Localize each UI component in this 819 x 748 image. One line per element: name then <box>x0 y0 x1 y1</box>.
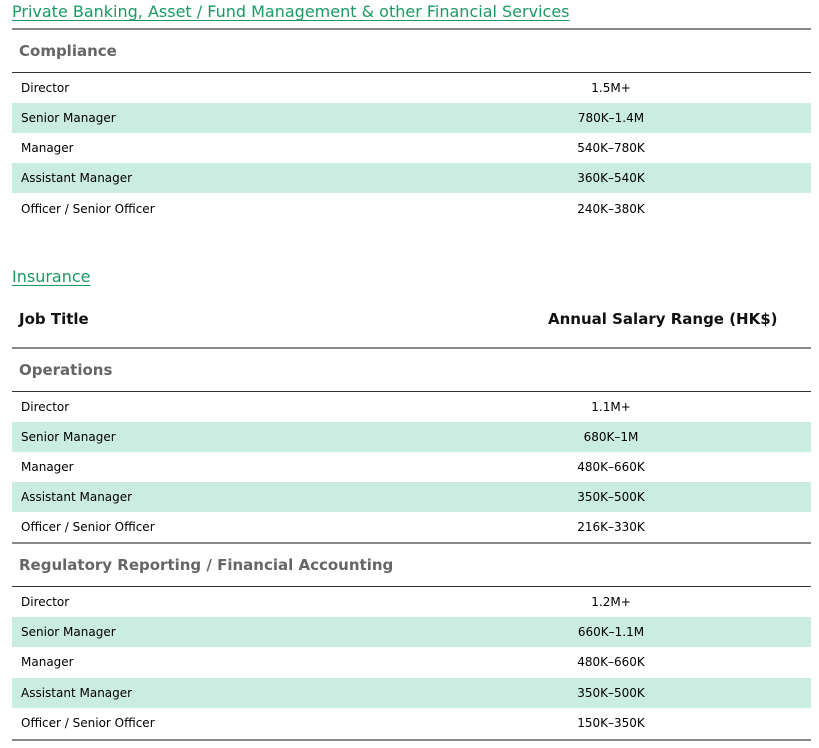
table-row <box>12 422 811 452</box>
category-regulatory-reporting: Regulatory Reporting / Financial Accounting <box>19 556 394 574</box>
column-header-job-title: Job Title <box>19 310 89 328</box>
table-row <box>12 587 811 617</box>
salary-cell: 240K–380K <box>577 202 645 216</box>
category-operations: Operations <box>19 361 113 379</box>
divider <box>12 347 811 349</box>
divider <box>12 28 811 30</box>
job-title-cell: Senior Manager <box>21 625 116 639</box>
table-row <box>12 392 811 422</box>
job-title-cell: Assistant Manager <box>21 171 133 185</box>
table-row <box>12 163 811 193</box>
table-row <box>12 647 811 677</box>
salary-cell: 350K–500K <box>577 686 645 700</box>
table-row <box>12 617 811 647</box>
job-title-cell: Assistant Manager <box>21 686 133 700</box>
table-row <box>12 482 811 512</box>
job-title-cell: Senior Manager <box>21 430 116 444</box>
section-title-private-banking: Private Banking, Asset / Fund Management & other Financial Services <box>12 2 570 21</box>
salary-cell: 360K–540K <box>577 171 645 185</box>
divider <box>12 542 811 544</box>
salary-cell: 660K–1.1M <box>577 625 645 639</box>
salary-cell: 480K–660K <box>577 460 645 474</box>
job-title-cell: Officer / Senior Officer <box>21 520 155 534</box>
job-title-cell: Officer / Senior Officer <box>21 716 155 730</box>
category-compliance: Compliance <box>19 42 117 60</box>
table-row <box>12 452 811 482</box>
salary-cell: 480K–660K <box>577 655 645 669</box>
table-row <box>12 73 811 103</box>
job-title-cell: Manager <box>21 655 74 669</box>
salary-cell: 1.1M+ <box>591 400 631 414</box>
job-title-cell: Director <box>21 400 70 414</box>
salary-cell: 350K–500K <box>577 490 645 504</box>
table-row <box>12 194 811 224</box>
job-title-cell: Manager <box>21 460 74 474</box>
table-row <box>12 133 811 163</box>
job-title-cell: Assistant Manager <box>21 490 133 504</box>
job-title-cell: Senior Manager <box>21 111 116 125</box>
table-row <box>12 103 811 133</box>
job-title-cell: Director <box>21 81 70 95</box>
table-row <box>12 678 811 708</box>
section-title-insurance: Insurance <box>12 267 91 286</box>
job-title-cell: Manager <box>21 141 74 155</box>
salary-cell: 540K–780K <box>577 141 645 155</box>
salary-cell: 1.2M+ <box>591 595 631 609</box>
table-row <box>12 708 811 738</box>
salary-cell: 780K–1.4M <box>577 111 645 125</box>
salary-cell: 150K–350K <box>577 716 645 730</box>
job-title-cell: Director <box>21 595 70 609</box>
job-title-cell: Officer / Senior Officer <box>21 202 155 216</box>
table-row <box>12 512 811 542</box>
column-header-salary-range: Annual Salary Range (HK$) <box>548 310 778 328</box>
salary-cell: 1.5M+ <box>591 81 631 95</box>
salary-cell: 216K–330K <box>577 520 645 534</box>
divider <box>12 739 811 741</box>
salary-cell: 680K–1M <box>583 430 639 444</box>
